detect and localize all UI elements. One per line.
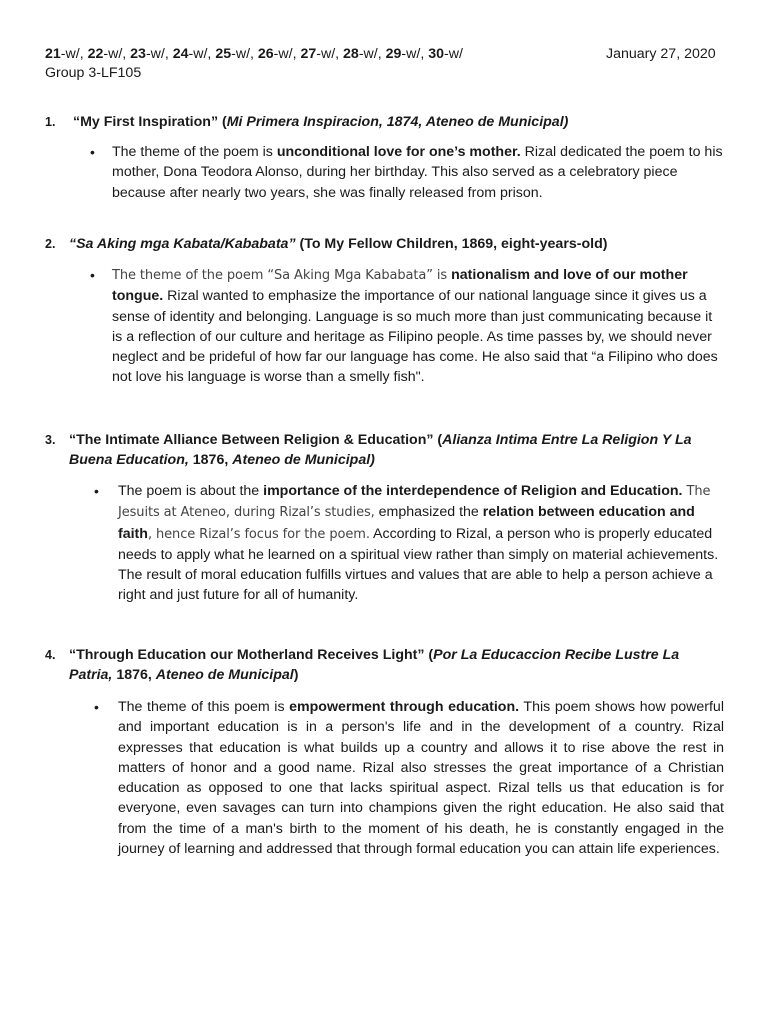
item-1-title [45, 112, 735, 132]
title-text: (To My Fellow Children, 1869, eight-years-old) [295, 236, 608, 252]
title-text: “Through Education our Motherland Receives Light” ( [69, 647, 434, 663]
emphasis: unconditional love for one’s mother. [276, 144, 521, 160]
id-suffix: -w/, [145, 46, 173, 62]
title-italic: Por La Educaccion Recibe Lustre La Patria, [69, 647, 680, 683]
header-left [45, 45, 463, 83]
id-num: 25 [215, 46, 232, 62]
bullet-text [112, 697, 724, 859]
bullet-icon: • [94, 699, 99, 715]
item-4-bullet [94, 697, 724, 859]
bullet-text [112, 481, 724, 606]
title-text: “The Intimate Alliance Between Religion & Education” ( [69, 432, 443, 448]
id-num: 21 [45, 46, 61, 62]
id-num: 30 [428, 46, 444, 62]
id-suffix: -w/, [231, 46, 258, 62]
bullet-icon: • [94, 483, 99, 499]
id-num: 22 [87, 46, 104, 62]
text-span: Rizal dedicated the poem to his mother, Dona Teodora Alonso, during her birthday. This also served as a celebratory piece because after nearly two years, she was finally released from prison. [112, 144, 723, 201]
bullet-text [112, 265, 725, 388]
title-text: 1876, [188, 452, 233, 468]
text-span: emphasized the [374, 504, 483, 521]
item-number: 1. [45, 115, 56, 129]
title-text: “My First Inspiration” ( [73, 114, 227, 130]
emphasis: nationalism and love of our mother tongue. [112, 267, 688, 305]
title-italic: Ateneo de Municipal) [232, 452, 375, 468]
text-span: Rizal wanted to emphasize the importance of our national language since it gives us a sense of identity and belonging. Language is so much more than just communicating because it is a reflection of our culture and heritage as Filipino people. As time passes by, we should never neglect and be prideful of how far our language has come. He also said that “a Filipino who does not love his language is worse than a smelly fish". [112, 288, 718, 386]
id-suffix: -w/, [60, 46, 88, 62]
item-3-bullet [94, 481, 724, 606]
student-ids [45, 45, 463, 64]
text-span: The theme of this poem is [118, 699, 290, 715]
title-italic: Ateneo de Municipal [155, 667, 294, 683]
id-num: 26 [257, 46, 274, 62]
bullet-text [112, 142, 725, 203]
id-suffix: -w/, [103, 46, 131, 62]
id-suffix: -w/, [316, 46, 344, 62]
item-number: 2. [45, 237, 56, 251]
item-number: 4. [45, 648, 56, 662]
bullet-icon: • [90, 267, 95, 283]
id-num: 28 [343, 46, 359, 62]
title-italic: “Sa Aking mga Kabata/Kababata” [69, 236, 296, 252]
item-4-title [45, 645, 725, 685]
text-span: The Jesuits at Ateneo, during Rizal’s studies, [118, 484, 711, 521]
text-span: , hence Rizal’s focus for the poem. [147, 526, 370, 542]
id-suffix: -w/, [358, 46, 386, 62]
emphasis: importance of the interdependence of Religion and Education. [263, 483, 683, 499]
id-suffix: -w/, [401, 46, 429, 62]
title-text: ) [293, 667, 299, 683]
document-date: January 27, 2020 [606, 46, 716, 62]
id-num: 27 [300, 46, 317, 62]
text-span: The theme of the poem “Sa Aking Mga Kababata” is [112, 268, 452, 283]
text-span: This poem shows how powerful and important education is in a person's life and in the development of a country. Rizal expresses that education is what builds up a country and allows it to rise above the rest in matters of honor and a good name. Rizal also stresses the great importance of a Christian education as opposed to one that lacks spiritual aspect. Rizal tells us that education is for everyone, even savages can turn into champions given the right education. He also said that from the time of a man's birth to the moment of his death, he is constantly engaged in the journey of learning and addressed that through formal education you can attain life experiences. [118, 699, 724, 858]
id-suffix: -w/, [273, 46, 301, 62]
title-italic: Alianza Intima Entre La Religion Y La Buena Education, [69, 432, 692, 468]
bullet-icon: • [90, 144, 95, 160]
id-suffix: -w/ [443, 46, 463, 62]
id-num: 29 [385, 46, 402, 62]
id-num: 23 [130, 46, 146, 62]
item-2-title [45, 234, 735, 254]
item-3-title [45, 430, 725, 470]
id-suffix: -w/, [188, 46, 216, 62]
item-number: 3. [45, 433, 56, 447]
emphasis: relation between education and faith [118, 504, 695, 542]
text-span: The theme of the poem is [112, 144, 277, 160]
title-italic: Mi Primera Inspiracion, 1874, Ateneo de Municipal) [226, 114, 569, 130]
emphasis: empowerment through education. [289, 699, 520, 715]
item-2-bullet [90, 265, 725, 388]
text-span: The poem is about the [118, 483, 264, 499]
item-1-bullet [90, 142, 725, 203]
group-label: Group 3-LF105 [45, 65, 142, 81]
text-span: According to Rizal, a person who is properly educated needs to apply what he learned on a spiritual view rather than simply on material achievements. The result of moral education fulfills virtues and values that are able to help a person achieve a right and just future for all of humanity. [118, 525, 719, 604]
title-text: 1876, [112, 667, 156, 683]
id-num: 24 [172, 46, 189, 62]
